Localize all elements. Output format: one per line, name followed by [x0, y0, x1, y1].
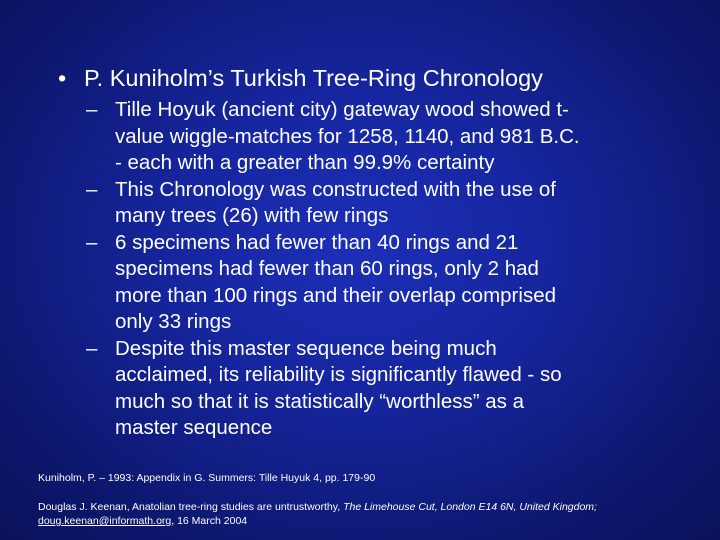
- reference-kuniholm: Kuniholm, P. – 1993: Appendix in G. Summers: Tille Huyuk 4, pp. 179-90: [38, 472, 376, 484]
- sub-bullet-list: [86, 97, 686, 442]
- sub-bullet-item: [86, 97, 686, 177]
- bullet-dot-icon: •: [58, 65, 67, 91]
- main-bullet-text: P. Kuniholm’s Turkish Tree-Ring Chronology: [84, 65, 543, 91]
- references: [38, 471, 698, 528]
- reference-date: , 16 March 2004: [171, 515, 248, 527]
- dash-icon: –: [86, 98, 98, 121]
- sub-bullet-text: Despite this master sequence being much acclaimed, its reliability is significantly flawed - so much so that it is statistically “worthless” as a master sequence: [115, 336, 562, 439]
- sub-bullet-item: [86, 177, 686, 230]
- reference-keenan-location: The Limehouse Cut, London E14 6N, United Kingdom;: [343, 501, 597, 513]
- reference-keenan-text: Douglas J. Keenan, Anatolian tree-ring studies are untrustworthy,: [38, 501, 344, 513]
- main-bullet: [58, 64, 698, 92]
- reference-email-link[interactable]: doug.keenan@informath.org: [38, 515, 172, 527]
- sub-bullet-item: [86, 336, 686, 442]
- dash-icon: –: [86, 230, 98, 254]
- sub-bullet-text: This Chronology was constructed with the use of many trees (26) with few rings: [115, 177, 556, 227]
- sub-bullet-text: Tille Hoyuk (ancient city) gateway wood showed t- value wiggle-matches for 1258, 1140, and 981 B.C. - each with a greater than 99.9% certainty: [115, 98, 580, 174]
- dash-icon: –: [86, 336, 98, 360]
- dash-icon: –: [86, 177, 98, 201]
- sub-bullet-item: [86, 230, 686, 336]
- reference-keenan: [38, 500, 698, 528]
- sub-bullet-text: 6 specimens had fewer than 40 rings and 21 specimens had fewer than 60 rings, only 2 had more than 100 rings and their overlap comprised only 33 rings: [115, 230, 556, 333]
